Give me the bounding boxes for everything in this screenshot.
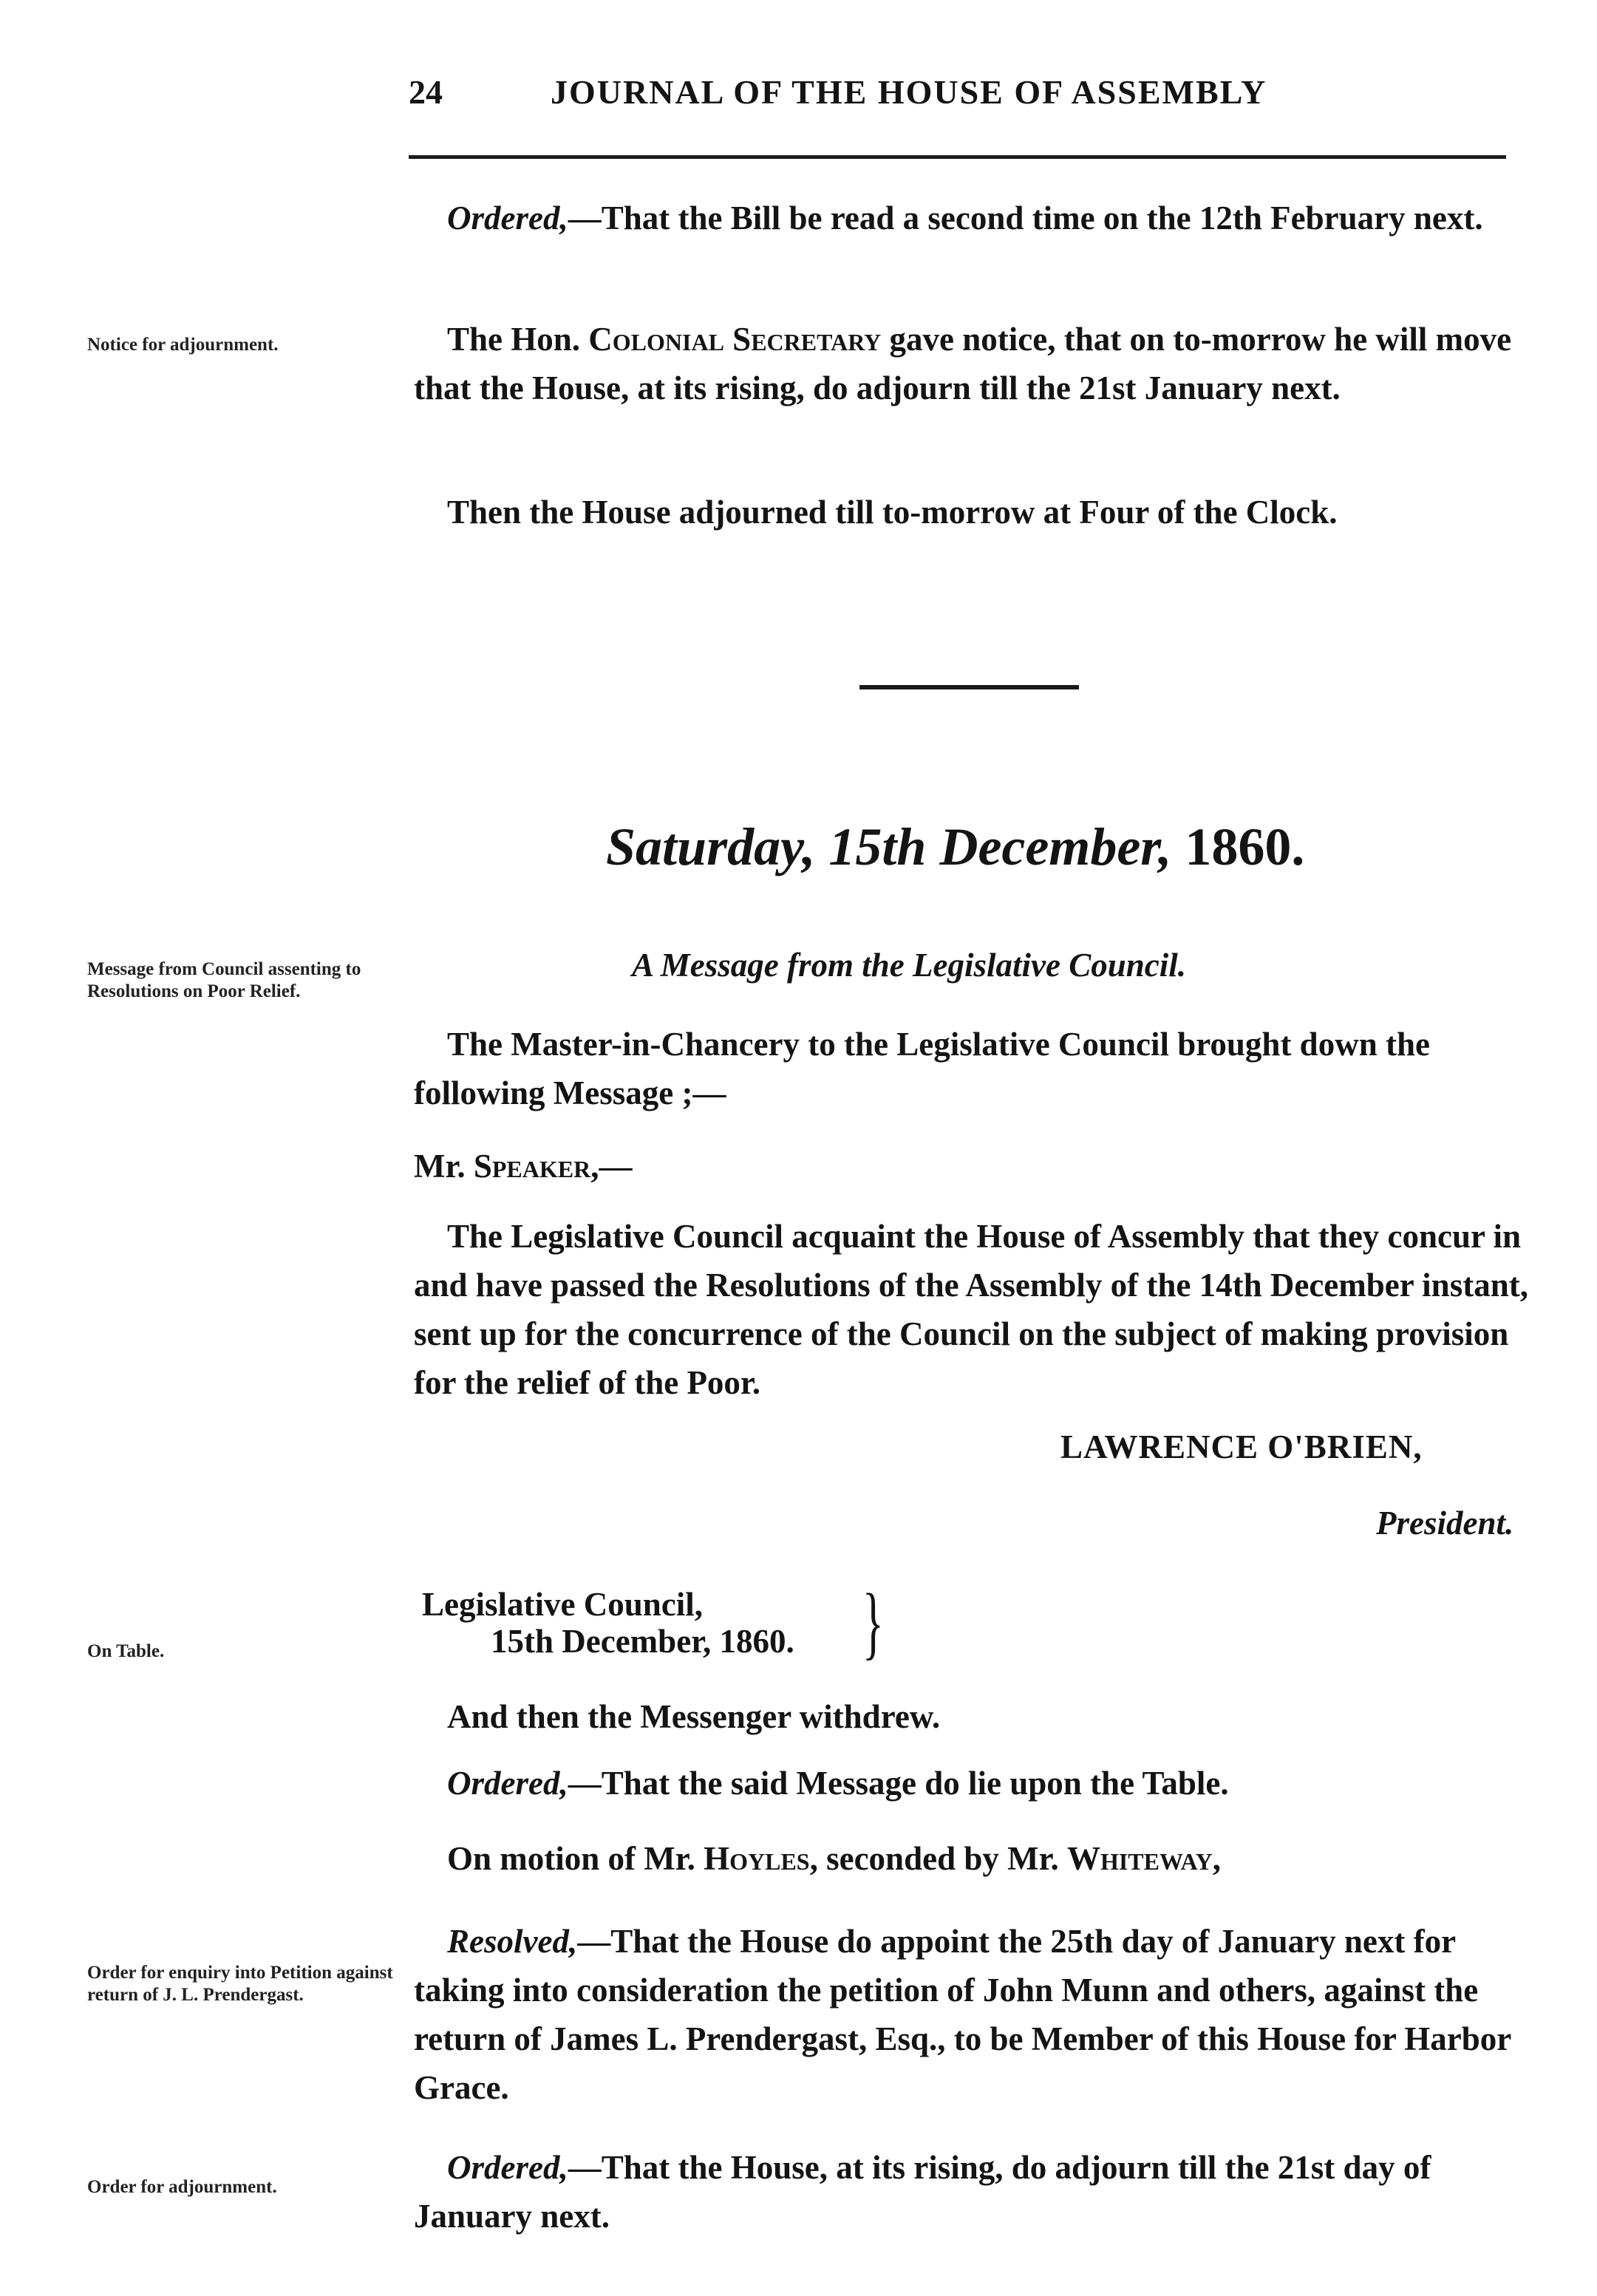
- section-separator: [859, 685, 1079, 689]
- date-heading-text: Saturday, 15th December,: [606, 817, 1172, 876]
- paragraph-text: —That the House, at its rising, do adjourn till the 21st day of January next.: [414, 2149, 1431, 2235]
- ordered-label: Ordered,: [447, 1765, 568, 1802]
- paragraph-bill-second-reading: [414, 194, 1537, 242]
- paragraph-council-message: The Legislative Council acquaint the House of Assembly that they concur in and have passed the Resolutions of the Assembly of the 14th December instant, sent up for the concurrence of the Council on the subject of making provision for the relief of the Poor.: [414, 1218, 1528, 1401]
- paragraph-master-in-chancery: The Master-in-Chancery to the Legislative Council brought down the following Message ;—: [414, 1026, 1430, 1111]
- paragraph-lead: The Hon.: [447, 321, 581, 358]
- paragraph-text: gave notice, that on to-morrow he will move that the House, at its rising, do adjourn till the 21st January next.: [414, 321, 1512, 406]
- motion-mid: , seconded by Mr.: [809, 1840, 1059, 1877]
- ordered-label: Ordered,: [447, 2149, 568, 2186]
- motion-end: ,: [1212, 1840, 1221, 1877]
- paragraph-text: —That the said Message do lie upon the Table.: [568, 1765, 1229, 1802]
- ordered-label: Ordered,: [447, 200, 568, 236]
- salutation-lead: Mr.: [414, 1148, 466, 1185]
- seconder-name: Whiteway: [1066, 1840, 1213, 1877]
- paragraph-resolved-petition: [414, 1917, 1537, 2112]
- mover-name: Hoyles: [704, 1840, 810, 1877]
- paragraph-ordered-adjourn: [414, 2143, 1537, 2241]
- paragraph-ordered-table: [414, 1759, 1537, 1808]
- brace-glyph: }: [862, 1577, 884, 1667]
- paragraph-adjourned: Then the House adjourned till to-morrow at Four of the Clock.: [447, 494, 1338, 531]
- date-heading: [606, 817, 1304, 878]
- page-number: 24: [409, 73, 443, 111]
- salutation: [414, 1142, 1537, 1190]
- margin-note-message-council: Message from Council assenting to Resolutions on Poor Relief.: [87, 959, 361, 1001]
- margin-note-notice-adjournment: Notice for adjournment.: [87, 335, 279, 355]
- resolved-label: Resolved,: [447, 1923, 578, 1960]
- paragraph-text: —That the Bill be read a second time on the 12th February next.: [568, 200, 1483, 236]
- message-heading: A Message from the Legislative Council.: [632, 947, 1186, 984]
- margin-note-order-adjournment: Order for adjournment.: [87, 2177, 277, 2197]
- paragraph-messenger-withdrew: And then the Messenger withdrew.: [447, 1698, 941, 1735]
- date-heading-year: 1860.: [1185, 817, 1305, 876]
- paragraph-notice: [414, 315, 1537, 412]
- paragraph-text: —That the House do appoint the 25th day of January next for taking into consideration the petition of John Munn and others, against the return of James L. Prendergast, Esq., to be Member of this House for Harbor Grace.: [414, 1923, 1511, 2106]
- margin-note-order-enquiry: Order for enquiry into Petition against return of J. L. Prendergast.: [87, 1963, 393, 2005]
- place-date-line: 15th December, 1860.: [491, 1623, 794, 1660]
- paragraph-motion: [414, 1834, 1537, 1883]
- signatory: LAWRENCE O'BRIEN,: [1060, 1428, 1423, 1465]
- margin-note-on-table: On Table.: [87, 1641, 165, 1661]
- motion-lead: On motion of Mr.: [447, 1840, 695, 1877]
- running-title: JOURNAL OF THE HOUSE OF ASSEMBLY: [551, 73, 1267, 111]
- signatory-title: President.: [1376, 1505, 1514, 1542]
- salutation-name: Speaker,—: [473, 1148, 633, 1185]
- header-rule: [409, 155, 1506, 159]
- colonial-secretary-name: Colonial Secretary: [588, 321, 882, 358]
- place-line: Legislative Council,: [422, 1586, 703, 1623]
